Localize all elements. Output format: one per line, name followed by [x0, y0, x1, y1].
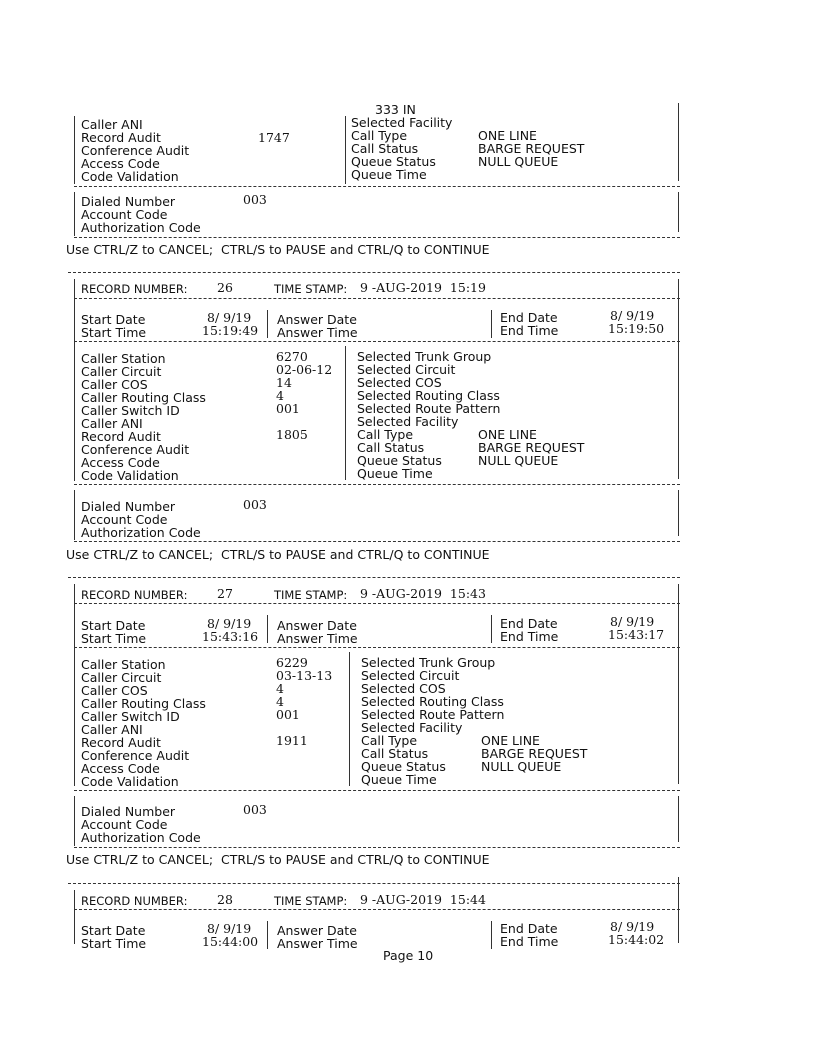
field-label: Queue Status: [357, 453, 442, 468]
prev-right-value: BARGE REQUEST: [478, 141, 585, 156]
field-value: 1805: [276, 427, 308, 442]
column-divider: [345, 116, 346, 184]
field-value: NULL QUEUE: [481, 759, 562, 774]
field-value: 4: [276, 388, 284, 403]
prev-right-value: NULL QUEUE: [478, 154, 559, 169]
field-value: 003: [243, 802, 267, 817]
start-date-label: Start Date: [81, 312, 146, 327]
end-time: 15:19:50: [608, 321, 665, 336]
record-number: 28: [217, 892, 233, 907]
field-label: Selected Facility: [361, 720, 463, 735]
left-border: [74, 192, 75, 236]
prev-bottom-label: Dialed Number: [81, 194, 176, 209]
divider: [74, 909, 680, 910]
field-label: Call Type: [361, 733, 418, 748]
end-date-label: End Date: [500, 616, 558, 631]
field-value: 03-13-13: [276, 668, 333, 683]
field-label: Caller Switch ID: [81, 403, 180, 418]
field-value: 001: [276, 401, 300, 416]
start-date: 8/ 9/19: [207, 616, 252, 631]
field-value: 003: [243, 497, 267, 512]
field-label: Caller Routing Class: [81, 696, 206, 711]
field-value: 14: [276, 375, 292, 390]
answer-date-label: Answer Date: [277, 923, 357, 938]
field-label: Selected Route Pattern: [357, 401, 501, 416]
field-label: Caller Circuit: [81, 670, 162, 685]
field-label: Record Audit: [81, 735, 161, 750]
divider: [74, 790, 680, 791]
answer-date-label: Answer Date: [277, 618, 357, 633]
right-border: [678, 192, 679, 232]
time-stamp: 9 -AUG-2019 15:19: [360, 280, 486, 295]
answer-time-label: Answer Time: [277, 631, 358, 646]
end-time-label: End Time: [500, 629, 559, 644]
prev-left-value: 1747: [258, 130, 290, 145]
divider: [74, 603, 680, 604]
end-date: 8/ 9/19: [610, 614, 655, 629]
answer-time-label: Answer Time: [277, 936, 358, 951]
divider: [68, 883, 680, 884]
end-date-label: End Date: [500, 310, 558, 325]
left-border: [74, 796, 75, 846]
prev-left-label: Access Code: [81, 156, 160, 171]
prev-right-label: Queue Status: [351, 154, 436, 169]
divider: [68, 272, 680, 273]
column-divider: [491, 310, 492, 338]
field-label: Account Code: [81, 817, 168, 832]
field-label: Selected Route Pattern: [361, 707, 505, 722]
field-value: 02-06-12: [276, 362, 333, 377]
start-time: 15:43:16: [202, 629, 259, 644]
field-label: Caller COS: [81, 683, 148, 698]
start-time-label: Start Time: [81, 936, 147, 951]
column-divider: [491, 921, 492, 949]
field-value: 4: [276, 681, 284, 696]
field-label: Access Code: [81, 455, 160, 470]
right-border: [678, 584, 679, 784]
prev-right-label: Queue Time: [351, 167, 427, 182]
field-label: Selected COS: [361, 681, 446, 696]
field-value: BARGE REQUEST: [481, 746, 588, 761]
divider: [74, 847, 680, 848]
field-label: Account Code: [81, 512, 168, 527]
field-value: BARGE REQUEST: [478, 440, 585, 455]
field-label: Caller ANI: [81, 722, 143, 737]
left-border: [74, 890, 75, 944]
record-number: 27: [217, 586, 233, 601]
field-label: Selected Trunk Group: [361, 655, 496, 670]
field-label: Selected Facility: [357, 414, 459, 429]
field-label: Caller Station: [81, 351, 166, 366]
start-date-label: Start Date: [81, 618, 146, 633]
answer-date-label: Answer Date: [277, 312, 357, 327]
prev-right-value: ONE LINE: [478, 128, 537, 143]
time-stamp-label: TIME STAMP:: [274, 894, 348, 908]
prev-right-label: Selected Facility: [351, 115, 453, 130]
column-divider: [267, 615, 268, 643]
end-date: 8/ 9/19: [610, 919, 655, 934]
time-stamp-label: TIME STAMP:: [274, 282, 348, 296]
field-label: Call Status: [357, 440, 425, 455]
field-label: Selected COS: [357, 375, 442, 390]
prev-bottom-label: Account Code: [81, 207, 168, 222]
record-number-label: RECORD NUMBER:: [81, 282, 188, 296]
field-label: Code Validation: [81, 774, 179, 789]
record-number: 26: [217, 280, 233, 295]
page-number: Page 10: [383, 948, 434, 963]
start-date-label: Start Date: [81, 923, 146, 938]
divider: [74, 298, 680, 299]
field-value: ONE LINE: [481, 733, 540, 748]
field-label: Conference Audit: [81, 748, 190, 763]
start-time-label: Start Time: [81, 325, 147, 340]
field-label: Conference Audit: [81, 442, 190, 457]
end-time-label: End Time: [500, 934, 559, 949]
field-label: Call Type: [357, 427, 414, 442]
field-value: NULL QUEUE: [478, 453, 559, 468]
start-time: 15:44:00: [202, 934, 259, 949]
facility-code: 333 IN: [375, 102, 416, 117]
field-label: Caller COS: [81, 377, 148, 392]
field-value: 6229: [276, 655, 308, 670]
time-stamp: 9 -AUG-2019 15:44: [360, 892, 486, 907]
start-date: 8/ 9/19: [207, 921, 252, 936]
column-divider: [267, 310, 268, 338]
column-divider: [345, 346, 346, 480]
field-label: Caller Switch ID: [81, 709, 180, 724]
field-label: Access Code: [81, 761, 160, 776]
divider: [74, 541, 680, 542]
prev-right-label: Call Type: [351, 128, 408, 143]
prev-left-label: Conference Audit: [81, 143, 190, 158]
left-border: [74, 116, 75, 184]
field-label: Queue Status: [361, 759, 446, 774]
divider: [74, 186, 680, 187]
right-border: [678, 103, 679, 181]
divider: [74, 484, 680, 485]
divider: [74, 341, 680, 342]
field-value: 001: [276, 707, 300, 722]
left-border: [74, 279, 75, 481]
start-date: 8/ 9/19: [207, 310, 252, 325]
field-value: 6270: [276, 349, 308, 364]
left-border: [74, 584, 75, 786]
column-divider: [491, 615, 492, 643]
right-border: [678, 796, 679, 842]
divider: [74, 237, 680, 238]
continue-prompt: Use CTRL/Z to CANCEL; CTRL/S to PAUSE and CTRL/Q to CONTINUE: [66, 852, 490, 867]
field-label: Dialed Number: [81, 499, 176, 514]
prev-right-label: Call Status: [351, 141, 419, 156]
end-time-label: End Time: [500, 323, 559, 338]
field-value: 4: [276, 694, 284, 709]
field-label: Selected Trunk Group: [357, 349, 492, 364]
prev-left-label: Code Validation: [81, 169, 179, 184]
column-divider: [267, 921, 268, 949]
column-divider: [349, 652, 350, 786]
field-label: Queue Time: [361, 772, 437, 787]
right-border: [678, 877, 679, 943]
end-date: 8/ 9/19: [610, 308, 655, 323]
field-label: Code Validation: [81, 468, 179, 483]
prev-bottom-label: Authorization Code: [81, 220, 201, 235]
field-label: Selected Circuit: [361, 668, 460, 683]
field-label: Caller Circuit: [81, 364, 162, 379]
record-number-label: RECORD NUMBER:: [81, 894, 188, 908]
field-value: ONE LINE: [478, 427, 537, 442]
end-time: 15:43:17: [608, 627, 665, 642]
time-stamp-label: TIME STAMP:: [274, 588, 348, 602]
prev-left-label: Record Audit: [81, 130, 161, 145]
field-label: Caller ANI: [81, 416, 143, 431]
field-label: Authorization Code: [81, 525, 201, 540]
field-label: Call Status: [361, 746, 429, 761]
time-stamp: 9 -AUG-2019 15:43: [360, 586, 486, 601]
field-label: Caller Station: [81, 657, 166, 672]
end-time: 15:44:02: [608, 932, 665, 947]
field-label: Queue Time: [357, 466, 433, 481]
field-label: Selected Circuit: [357, 362, 456, 377]
answer-time-label: Answer Time: [277, 325, 358, 340]
continue-prompt: Use CTRL/Z to CANCEL; CTRL/S to PAUSE and CTRL/Q to CONTINUE: [66, 242, 490, 257]
prev-bottom-value: 003: [243, 192, 267, 207]
field-label: Authorization Code: [81, 830, 201, 845]
record-number-label: RECORD NUMBER:: [81, 588, 188, 602]
field-label: Dialed Number: [81, 804, 176, 819]
start-time: 15:19:49: [202, 323, 259, 338]
field-label: Selected Routing Class: [357, 388, 500, 403]
field-label: Caller Routing Class: [81, 390, 206, 405]
left-border: [74, 490, 75, 540]
start-time-label: Start Time: [81, 631, 147, 646]
right-border: [678, 490, 679, 536]
right-border: [678, 279, 679, 479]
continue-prompt: Use CTRL/Z to CANCEL; CTRL/S to PAUSE and CTRL/Q to CONTINUE: [66, 547, 490, 562]
divider: [68, 577, 680, 578]
field-label: Selected Routing Class: [361, 694, 504, 709]
prev-left-label: Caller ANI: [81, 117, 143, 132]
field-label: Record Audit: [81, 429, 161, 444]
divider: [74, 647, 680, 648]
field-value: 1911: [276, 733, 308, 748]
end-date-label: End Date: [500, 921, 558, 936]
